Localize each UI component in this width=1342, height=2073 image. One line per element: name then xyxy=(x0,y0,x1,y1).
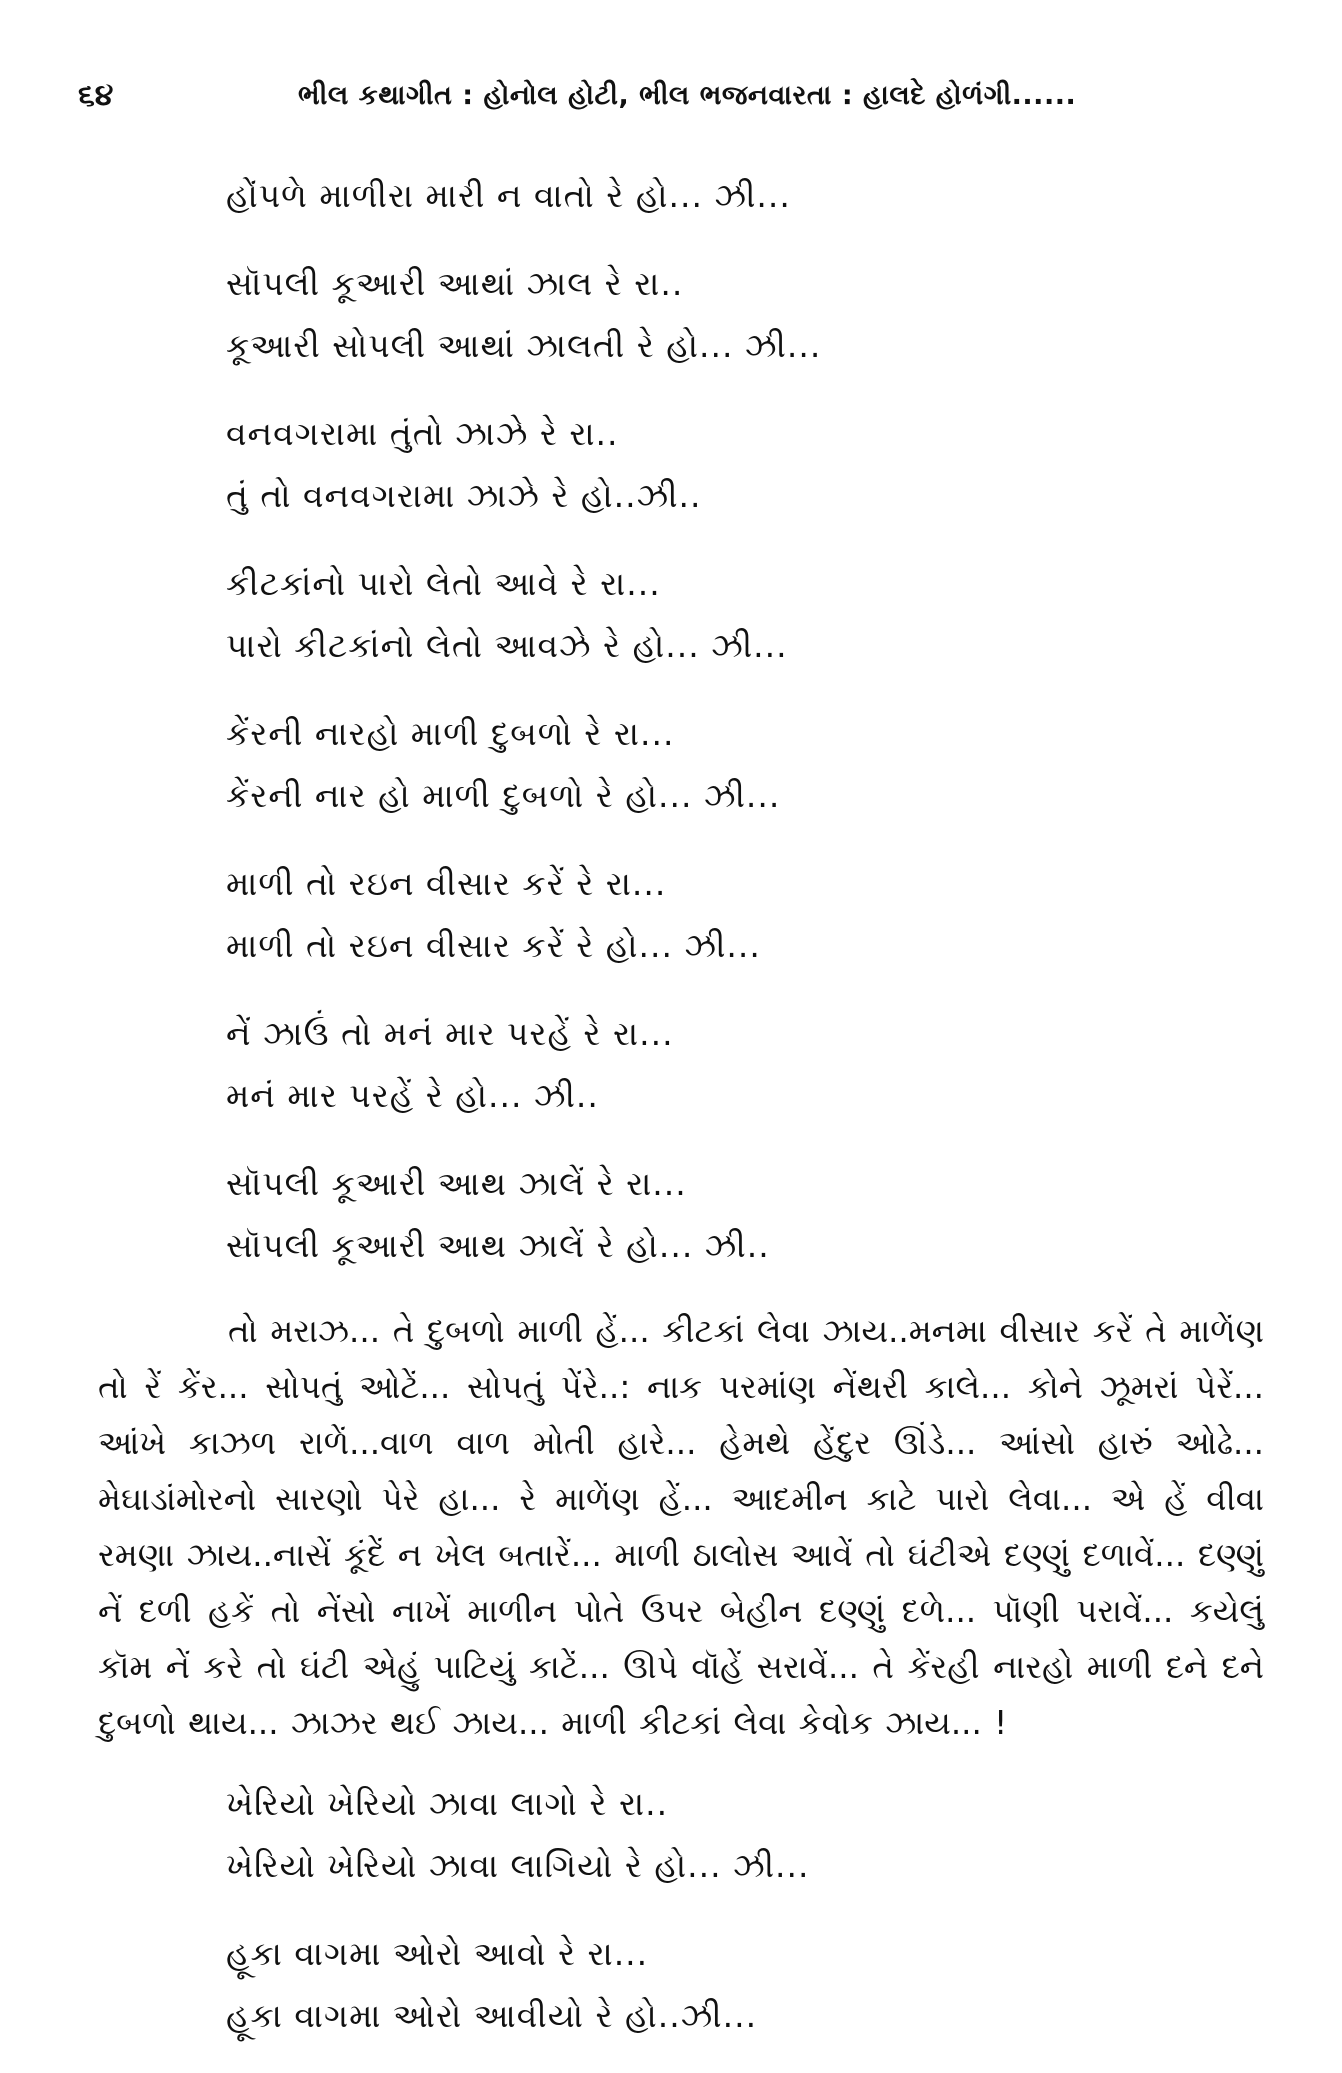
verse-stanza xyxy=(226,1153,1342,1277)
verse-stanza xyxy=(226,1773,1342,1897)
verse-stanza xyxy=(226,1003,1342,1127)
verse-line: કૂઆરી સોપલી આથાં ઝાલતી રે હો... ઝી... xyxy=(226,326,822,365)
verse-line: માળી તો રઇન વીસાર કરેં રે રા... xyxy=(226,864,667,903)
page-header xyxy=(78,78,1264,128)
verse-line: ખેરિયો ખેરિયો ઝાવા લાગિયો રે હો... ઝી... xyxy=(226,1846,810,1885)
verse-line: તું તો વનવગરામા ઝાઝે રે હો..ઝી.. xyxy=(226,476,702,515)
verse-stanza xyxy=(226,165,1342,227)
verse-line: મનં માર પરહેં રે હો... ઝી.. xyxy=(226,1076,599,1115)
verse-line: હોંપળે માળીરા મારી ન વાતો રે હો... ઝી... xyxy=(226,176,791,215)
verse-section-bottom xyxy=(0,1773,1342,2047)
verse-line: ખેરિયો ખેરિયો ઝાવા લાગો રે રા.. xyxy=(226,1784,669,1823)
verse-line: વનવગરામા તુંતો ઝાઝે રે રા.. xyxy=(226,414,619,453)
verse-line: હૂકા વાગમા ઓરો આવીયો રે હો..ઝી... xyxy=(226,1996,758,2035)
verse-line: હૂકા વાગમા ઓરો આવો રે રા... xyxy=(226,1934,649,1973)
prose-text: તો મરાઝ... તે દુબળો માળી હેં... કીટકાં લેવા ઝાય..મનમા વીસાર કરેં તે માળેંણ તો રેં કેંર... સોપતું ઓટેં... સોપતું પેંરે..: નાક પરમાંણ નેંથરી કાલે... કોને ઝૂમરાં પેરેં... આંખે કાઝળ રાળેં...વાળ વાળ મોતી હારે... હેમથે હેંદુર ઊંડે... આંસો હારું ઓઢે... મેઘાડાંમોરનો સારણો પેરે હા... રે માળેંણ હેં... આદમીન કાટે પારો લેવા... એ હેં વીવા રમણા ઝાય..નાસેં કૂંદેં ન ખેલ બતારેં... માળી ઠાલોસ આવેં તો ઘંટીએ દણ્ણું દળાવેં... દણ્ણું નેં દળી હકેં તો નેંસો નાખેં માળીન પોતે ઉપર બેહીન દણ્ણું દળે... પૉણી પરાવેં... કયેલું કૉમ નેં કરે તો ઘંટી એહું પાટિયું કાટેં... ઊપે વૉહેં સરાવેં... તે કેંરહી નારહો માળી દને દને દુબળો થાય... ઝાઝર થઈ ઝાય... માળી કીટકાં લેવા કેવોક ઝાય... ! xyxy=(98,1312,1264,1742)
verse-line: કેંરની નારહો માળી દુબળો રે રા... xyxy=(226,714,675,753)
prose-paragraph xyxy=(98,1303,1264,1751)
verse-line: સૉપલી કૂઆરી આથાં ઝાલ રે રા.. xyxy=(226,264,684,303)
verse-section-top xyxy=(0,165,1342,1277)
verse-stanza xyxy=(226,853,1342,977)
verse-line: માળી તો રઇન વીસાર કરેં રે હો... ઝી... xyxy=(226,926,761,965)
page-body xyxy=(0,165,1342,2073)
verse-line: કીટકાંનો પારો લેતો આવે રે રા... xyxy=(226,564,661,603)
verse-stanza xyxy=(226,1923,1342,2047)
verse-line: પારો કીટકાંનો લેતો આવઝે રે હો... ઝી... xyxy=(226,626,788,665)
verse-line: સૉપલી કૂઆરી આથ ઝાલેં રે હો... ઝી.. xyxy=(226,1226,770,1265)
verse-line: સૉપલી કૂઆરી આથ ઝાલેં રે રા... xyxy=(226,1164,687,1203)
running-title: ભીલ કથાગીત : હોનોલ હોટી, ભીલ ભજનવારતા : હાલદે હોળંગી...... xyxy=(298,80,1077,111)
verse-line: નેં ઝાઉં તો મનં માર પરહેં રે રા... xyxy=(226,1014,674,1053)
verse-line: કેંરની નાર હો માળી દુબળો રે હો... ઝી... xyxy=(226,776,781,815)
verse-stanza xyxy=(226,403,1342,527)
verse-stanza xyxy=(226,553,1342,677)
verse-stanza xyxy=(226,703,1342,827)
verse-stanza xyxy=(226,253,1342,377)
page-number: ૬૪ xyxy=(78,78,114,113)
